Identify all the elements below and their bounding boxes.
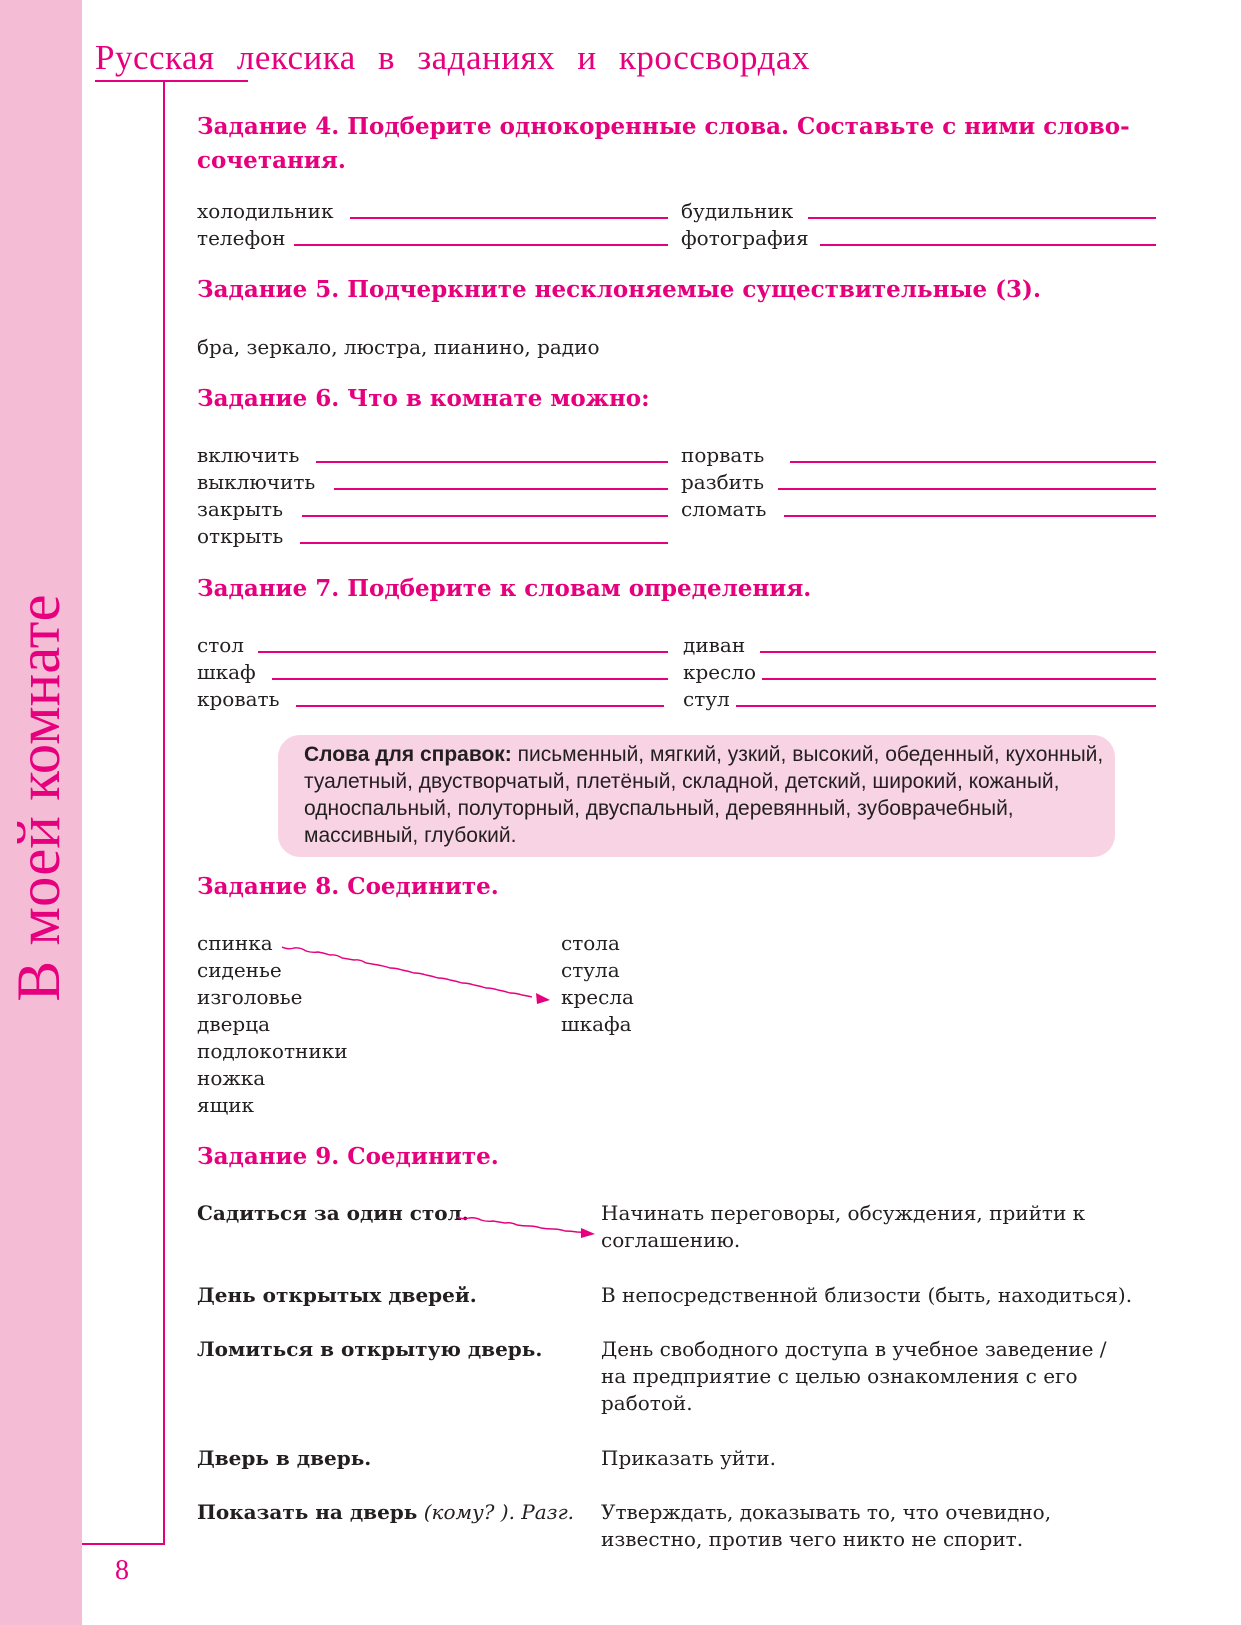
task5-text: бра, зеркало, люстра, пианино, радио	[197, 335, 600, 359]
task9-title: Задание 9. Соедините.	[197, 1143, 499, 1170]
answer-line[interactable]	[300, 542, 668, 544]
task6-word: закрыть	[197, 497, 284, 521]
task4-word: телефон	[197, 226, 286, 250]
task8-left-item: изголовье	[197, 985, 303, 1009]
page-header: Русская лексика в заданиях и кроссвордах	[95, 38, 810, 77]
hint-label: Слова для справок:	[304, 743, 512, 766]
task4-word: холодильник	[197, 199, 334, 223]
task8-right-item: стола	[561, 931, 620, 955]
task6-word: сломать	[681, 497, 767, 521]
task9-meaning: Начинать переговоры, обсуждения, прийти к соглашению.	[601, 1201, 1086, 1252]
hint-text	[304, 741, 1104, 849]
answer-line[interactable]	[302, 515, 668, 517]
task7-word: кресло	[683, 660, 757, 684]
task9-expression: Садиться за один стол.	[197, 1201, 469, 1225]
task9-meaning: В непосредственной близости (быть, находиться).	[601, 1283, 1133, 1307]
answer-line[interactable]	[258, 651, 668, 653]
task9-expression: День открытых дверей.	[197, 1283, 477, 1307]
page-number: 8	[115, 1555, 129, 1586]
task4-word: будильник	[681, 199, 794, 223]
answer-line[interactable]	[294, 244, 668, 246]
task9-expression-note: (кому? ). Разг.	[417, 1500, 575, 1524]
task9-meaning: День свободного доступа в учебное заведение / на предприятие с целью ознакомления с его работой.	[601, 1337, 1107, 1415]
task9-expression: Дверь в дверь.	[197, 1446, 372, 1470]
task6-word: разбить	[681, 470, 764, 494]
answer-line[interactable]	[350, 217, 668, 219]
header-underline	[95, 80, 248, 82]
task4-word: фотография	[681, 226, 809, 250]
answer-line[interactable]	[784, 515, 1156, 517]
task7-word: кровать	[197, 687, 280, 711]
margin-line	[163, 82, 165, 1544]
task5-title: Задание 5. Подчеркните несклоняемые существительные (3).	[197, 276, 1041, 303]
answer-line[interactable]	[296, 705, 664, 707]
side-title: В моей комнате	[6, 594, 73, 1002]
hint-words: письменный, мягкий, узкий, высокий, обеденный, кухонный, туалетный, двустворчатый, плетёный, складной, детский, широкий, кожаный, односпальный, полуторный, двуспальный, деревянный, зубоврачебный, массивный, глубокий.	[304, 743, 1104, 847]
answer-line[interactable]	[316, 461, 668, 463]
task7-word: диван	[683, 633, 746, 657]
task8-right-item: стула	[561, 958, 620, 982]
answer-line[interactable]	[334, 488, 668, 490]
answer-line[interactable]	[762, 678, 1156, 680]
task8-left-item: дверца	[197, 1012, 270, 1036]
task7-word: стол	[197, 633, 245, 657]
task6-title: Задание 6. Что в комнате можно:	[197, 385, 650, 412]
task6-word: включить	[197, 443, 300, 467]
task7-title: Задание 7. Подберите к словам определения.	[197, 575, 812, 602]
task6-word: выключить	[197, 470, 316, 494]
task6-word: открыть	[197, 524, 284, 548]
connector-arrow	[270, 935, 560, 1005]
task7-word: стул	[683, 687, 730, 711]
answer-line[interactable]	[778, 488, 1156, 490]
task9-expression-main: Показать на дверь	[197, 1500, 418, 1524]
task8-left-item: подлокотники	[197, 1039, 348, 1063]
task8-right-item: кресла	[561, 985, 634, 1009]
task8-left-item: ножка	[197, 1066, 266, 1090]
task8-title: Задание 8. Соедините.	[197, 873, 499, 900]
answer-line[interactable]	[736, 705, 1156, 707]
answer-line[interactable]	[808, 217, 1156, 219]
task9-meaning: Утверждать, доказывать то, что очевидно, известно, против чего никто не спорит.	[601, 1500, 1052, 1551]
answer-line[interactable]	[272, 678, 668, 680]
connector-arrow	[455, 1210, 605, 1240]
task8-left-item: спинка	[197, 931, 273, 955]
task9-meaning: Приказать уйти.	[601, 1446, 776, 1470]
answer-line[interactable]	[760, 651, 1156, 653]
task4-title-line1: Задание 4. Подберите однокоренные слова. Составьте с ними слово-	[197, 113, 1130, 140]
task8-left-item: ящик	[197, 1093, 255, 1117]
task7-word: шкаф	[197, 660, 256, 684]
task4-title-line2: сочетания.	[197, 147, 346, 174]
task8-left-item: сиденье	[197, 958, 282, 982]
task8-right-item: шкафа	[561, 1012, 632, 1036]
task6-word: порвать	[681, 443, 765, 467]
task9-expression: Ломиться в открытую дверь.	[197, 1337, 543, 1361]
task9-expression	[197, 1499, 574, 1526]
footer-line	[82, 1543, 165, 1545]
answer-line[interactable]	[820, 244, 1156, 246]
answer-line[interactable]	[790, 461, 1156, 463]
